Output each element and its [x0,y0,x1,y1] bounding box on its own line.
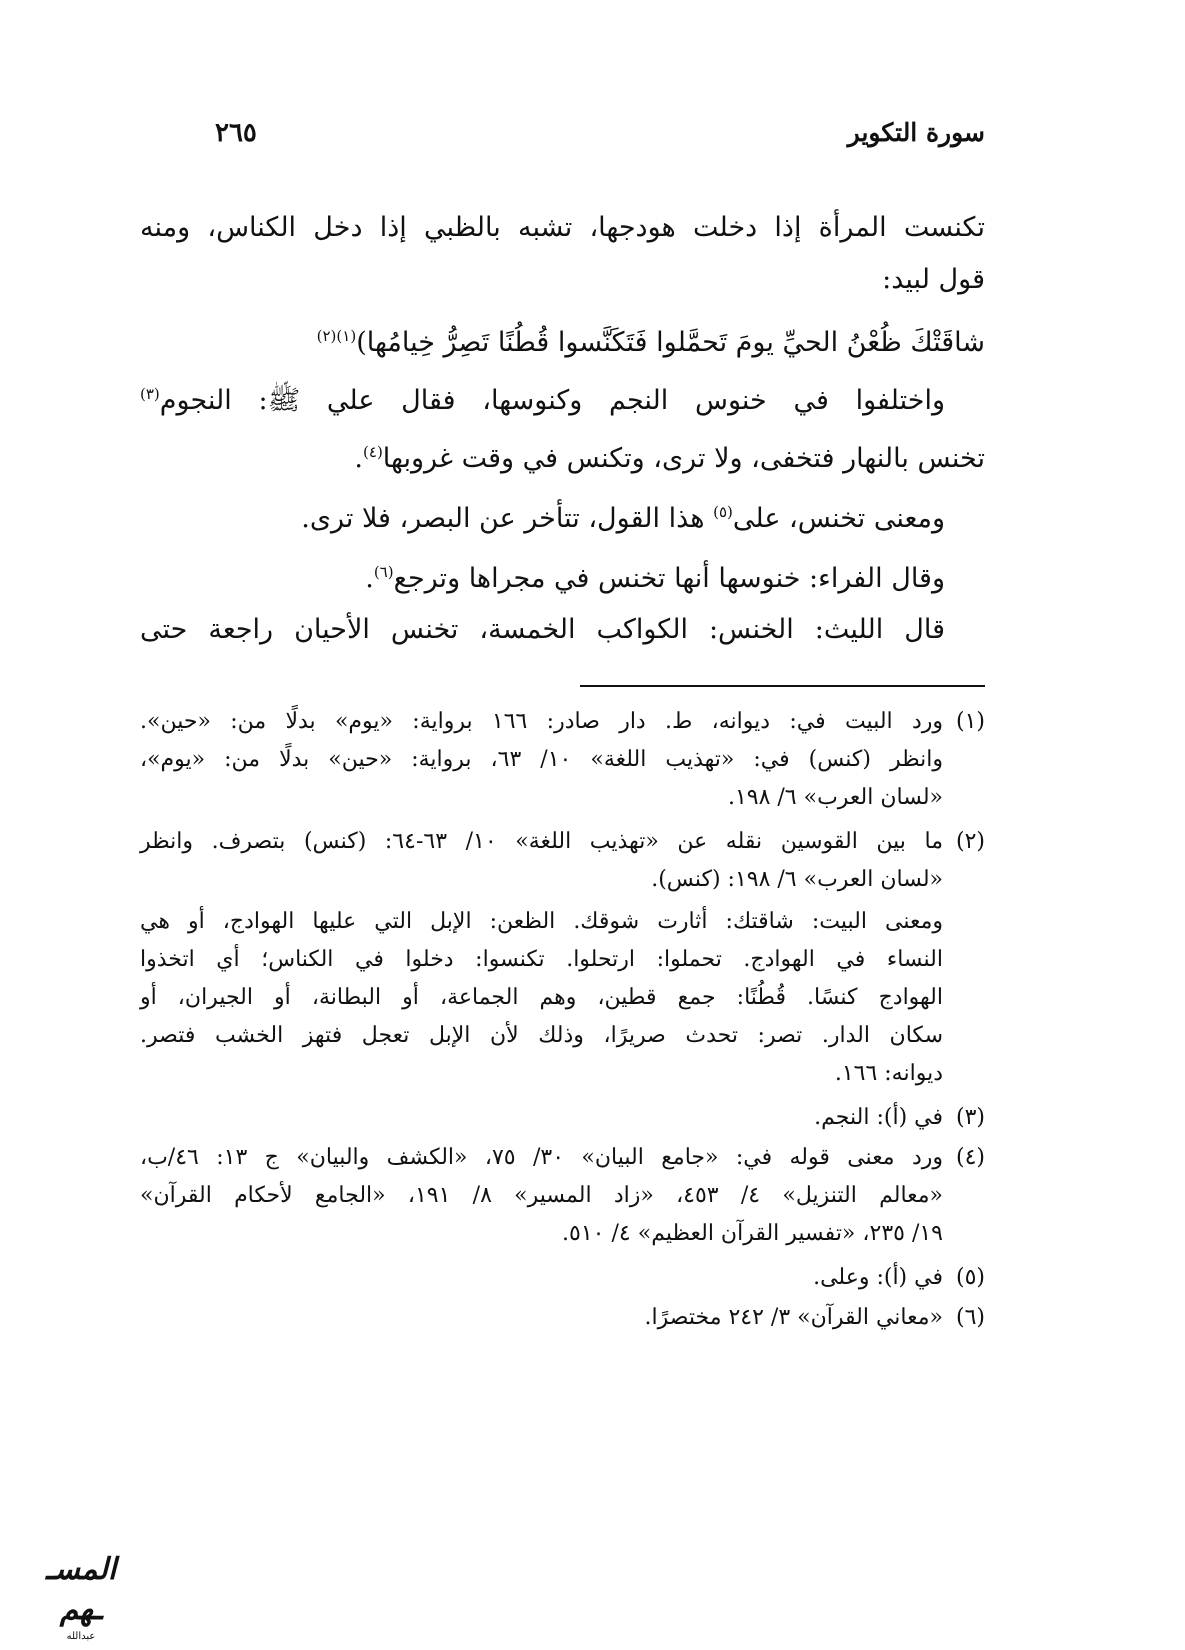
footnote-commentary-line: ديوانه: ١٦٦. [834,1061,943,1086]
footnote-marker: (٢) [316,327,337,345]
poetry-verse [317,316,985,363]
footnote-1: (١)ورد البيت في: ديوانه، ط. دار صادر: ١٦٦ برواية: «يوم» بدلًا من: «حين». [140,705,985,739]
text-line: تكنست المرأة إذا دخلت هودجها، تشبه بالظبي إذا دخل الكناس، ومنه [140,212,985,243]
footnote-separator [580,685,985,687]
logo-calligraphy: المسـ ـهم [45,1552,117,1627]
footnote-marker: (٥) [713,503,733,521]
footnote-number: (٦) [955,1305,985,1330]
page-number: ٢٦٥ [215,118,257,148]
text-line: قول لبيد: [882,264,985,295]
footnote-marker: (١) [336,327,357,345]
footnote-number: (٣) [955,1105,985,1130]
footnote-commentary-line: الهوادج كنسًا. قُطُنًا: جمع قطين، وهم الجماعة، أو البطانة، أو الجيران، أو [140,985,943,1010]
footnote-commentary-line: ومعنى البيت: شاقتك: أثارت شوقك. الظعن: الإبل التي عليها الهوادج، أو هي [140,909,943,934]
footnote-marker: (٤) [363,443,383,461]
footnote-number: (٢) [955,829,985,854]
page-header [215,118,985,158]
footnote-4: (٤)ورد معنى قوله في: «جامع البيان» ٣٠/ ٧٥، «الكشف والبيان» ج ١٣: ٤٦/ب، [140,1141,985,1175]
footnote-line: «معالم التنزيل» ٤/ ٤٥٣، «زاد المسير» ٨/ ١٩١، «الجامع لأحكام القرآن» [140,1183,944,1208]
text-line: قال الليث: الخنس: الكواكب الخمسة، تخنس الأحيان راجعة حتى [140,614,945,645]
footnote-2: (٢)ما بين القوسين نقله عن «تهذيب اللغة» ١٠/ ٦٣-٦٤: (كنس) بتصرف. وانظر [140,825,985,859]
footnote-marker: (٦) [373,563,394,581]
text-line: ومعنى تخنس، على$^{(٥)}$ هذا القول، تتأخر عن البصر، فلا ترى. [301,503,945,534]
footnote-number: (٤) [956,1145,986,1170]
footnote-3: (٣)في (أ): النجم. [814,1101,985,1135]
publisher-logo [22,1550,140,1642]
footnote-line: وانظر (كنس) في: «تهذيب اللغة» ١٠/ ٦٣، برواية: «حين» بدلًا من: «يوم»، [140,747,943,772]
text-line: واختلفوا في خنوس النجم وكنوسها، فقال علي ﷺ: النجوم$^{(٣)}$ [140,385,945,416]
footnote-commentary-line: النساء في الهوادج. تحملوا: ارتحلوا. تكنسوا: دخلوا في الكناس؛ أي اتخذوا [140,947,943,972]
verse-text: شاقَتْكَ ظُعْنُ الحيِّ يومَ تَحمَّلوا فَتَكَنَّسوا قُطُنًا تَصِرُّ خِيامُها) [356,327,985,358]
footnote-commentary-line: سكان الدار. تصر: تحدث صريرًا، وذلك لأن الإبل تعجل فتهز الخشب فتصر. [140,1023,943,1048]
footnote-line: «لسان العرب» ٦/ ١٩٨. [727,785,943,810]
text-line: وقال الفراء: خنوسها أنها تخنس في مجراها وترجع$^{(٦)}$. [365,563,945,594]
surah-title: سورة التكوير [847,118,985,147]
logo-subtext: عبدالله [66,1631,96,1642]
footnote-number: (١) [955,709,985,734]
footnote-line: «لسان العرب» ٦/ ١٩٨: (كنس). [651,867,943,892]
footnote-6: (٦)«معاني القرآن» ٣/ ٢٤٢ مختصرًا. [645,1301,985,1335]
text-line: تخنس بالنهار فتخفى، ولا ترى، وتكنس في وقت غروبها$^{(٤)}$. [354,443,985,474]
footnote-5: (٥)في (أ): وعلى. [813,1261,985,1295]
footnote-line: ١٩/ ٢٣٥، «تفسير القرآن العظيم» ٤/ ٥١٠. [562,1221,943,1246]
footnote-number: (٥) [955,1265,985,1290]
footnote-marker: (٣) [140,385,160,403]
